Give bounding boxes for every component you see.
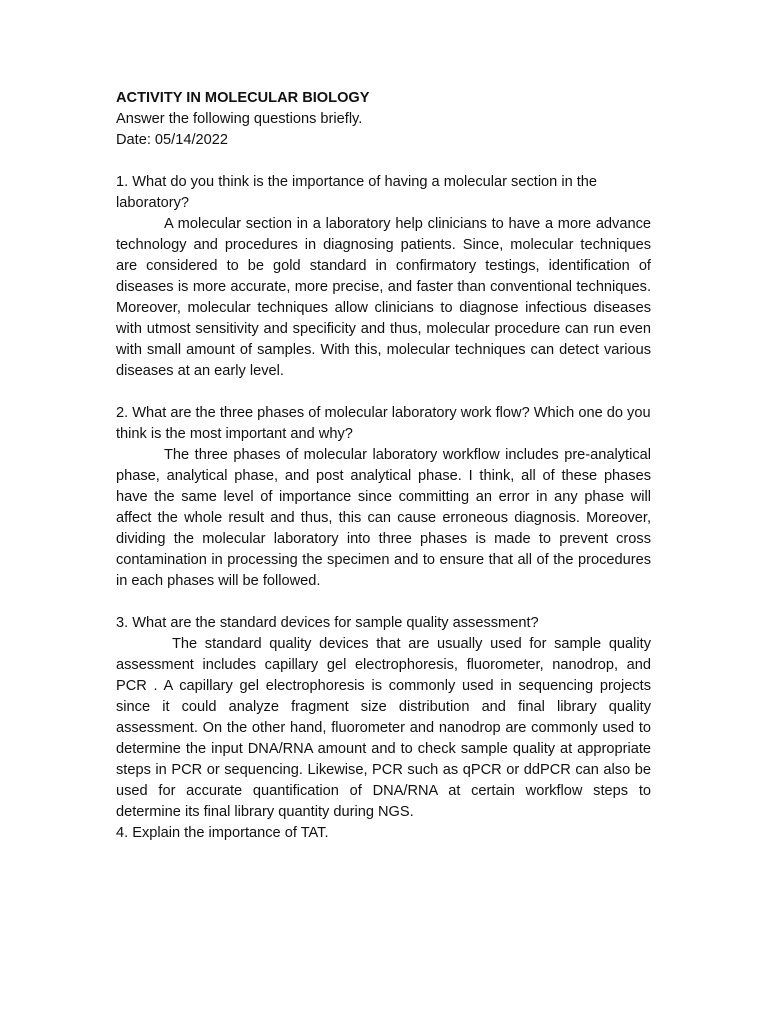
question-3: 3. What are the standard devices for sample quality assessment? <box>116 615 539 631</box>
question-4: 4. Explain the importance of TAT. <box>116 825 329 841</box>
question-1: 1. What do you think is the importance of having a molecular section in the laboratory? <box>116 174 598 211</box>
answer-1: A molecular section in a laboratory help clinicians to have a more advance technology and procedures in diagnosing patients. Since, molecular techniques are considered to be gold standard in confirmatory testings, identification of diseases is more accurate, more precise, and faster than conventional techniques. Moreover, molecular techniques allow clinicians to diagnose infectious diseases with utmost sensitivity and specificity and thus, molecular procedure can run even with small amount of samples. With this, molecular techniques can detect various diseases at an early level. <box>116 216 651 379</box>
question-2: 2. What are the three phases of molecular laboratory work flow? Which one do you think is the most important and why? <box>116 405 651 442</box>
date-text: Date: 05/14/2022 <box>116 132 228 148</box>
document-title: ACTIVITY IN MOLECULAR BIOLOGY <box>116 90 370 106</box>
document-page <box>116 88 651 844</box>
spacer <box>116 592 651 613</box>
answer-3: The standard quality devices that are usually used for sample quality assessment includes capillary gel electrophoresis, fluorometer, nanodrop, and PCR . A capillary gel electrophoresis is commonly used in sequencing projects since it could analyze fragment size distribution and final library quality assessment. On the other hand, fluorometer and nanodrop are commonly used to determine the input DNA/RNA amount and to check sample quality at appropriate steps in PCR or sequencing. Likewise, PCR such as qPCR or ddPCR can also be used for accurate quantification of DNA/RNA at certain workflow steps to determine its final library quantity during NGS. <box>116 636 651 820</box>
instruction-text: Answer the following questions briefly. <box>116 111 363 127</box>
answer-2: The three phases of molecular laboratory workflow includes pre-analytical phase, analytical phase, and post analytical phase. I think, all of these phases have the same level of importance since committing an error in any phase will affect the whole result and thus, this can cause erroneous diagnosis. Moreover, dividing the molecular laboratory into three phases is made to prevent cross contamination in processing the specimen and to ensure that all of the procedures in each phases will be followed. <box>116 447 651 589</box>
spacer <box>116 151 651 172</box>
spacer <box>116 382 651 403</box>
